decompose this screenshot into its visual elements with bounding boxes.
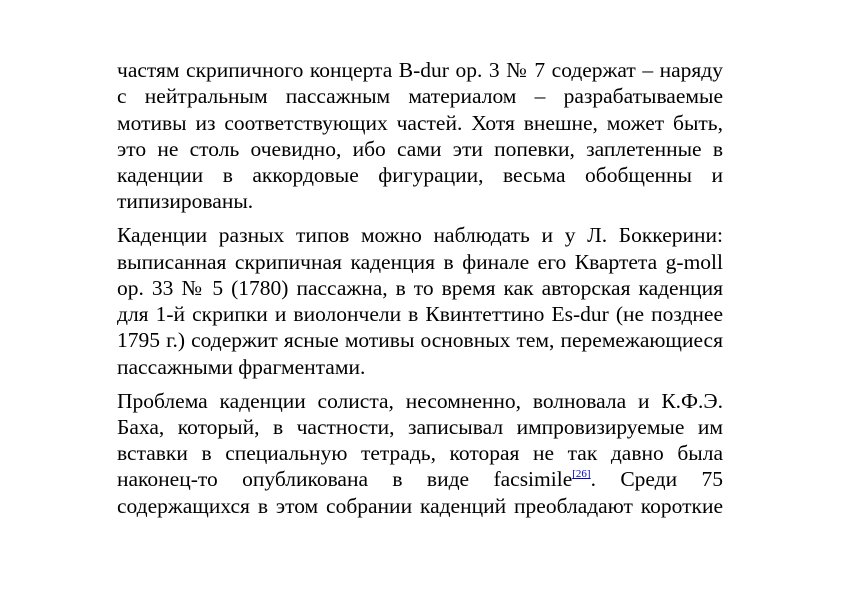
text-line: для 1-й скрипки и виолончели в Квинтеттино Es-dur (не позднее [117, 302, 723, 327]
text-line: вставки в специальную тетрадь, которая не так давно была [117, 441, 723, 466]
text-line: Проблема каденции солиста, несомненно, волновала и К.Ф.Э. [117, 388, 723, 413]
text-segment: . Среди 75 [590, 467, 723, 492]
text-line: частям скрипичного концерта B-dur op. 3 № 7 содержат – наряду [117, 58, 723, 82]
text-segment: наконец-то опубликована в виде facsimile [117, 467, 573, 492]
text-line: это не столь очевидно, ибо сами эти попевки, заплетенные в [117, 136, 723, 161]
text-line-with-footnote [117, 466, 723, 492]
text-line: 1795 г.) содержит ясные мотивы основных тем, перемежающиеся [117, 328, 723, 353]
text-line: каденции в аккордовые фигурации, весьма обобщенны и [117, 163, 723, 188]
paragraph-3 [117, 388, 723, 519]
document-page [117, 57, 723, 519]
text-line: с нейтральным пассажным материалом – разрабатываемые [117, 84, 723, 109]
paragraph-1 [117, 57, 723, 215]
text-line: op. 33 № 5 (1780) пассажна, в то время как авторская каденция [117, 275, 723, 300]
paragraph-2 [117, 222, 723, 380]
text-line: мотивы из соответствующих частей. Хотя внешне, может быть, [117, 110, 723, 135]
text-line: типизированы. [117, 189, 254, 214]
text-line: Баха, который, в частности, записывал импровизируемые им [117, 414, 723, 439]
text-line: содержащихся в этом собрании каденций преобладают короткие [117, 493, 723, 518]
text-line: пассажными фрагментами. [117, 354, 366, 379]
text-line: Каденции разных типов можно наблюдать и у Л. Боккерини: [117, 223, 723, 248]
footnote-link[interactable]: [26] [572, 468, 591, 481]
text-line: выписанная скрипичная каденция в финале его Квартета g-moll [117, 249, 723, 274]
